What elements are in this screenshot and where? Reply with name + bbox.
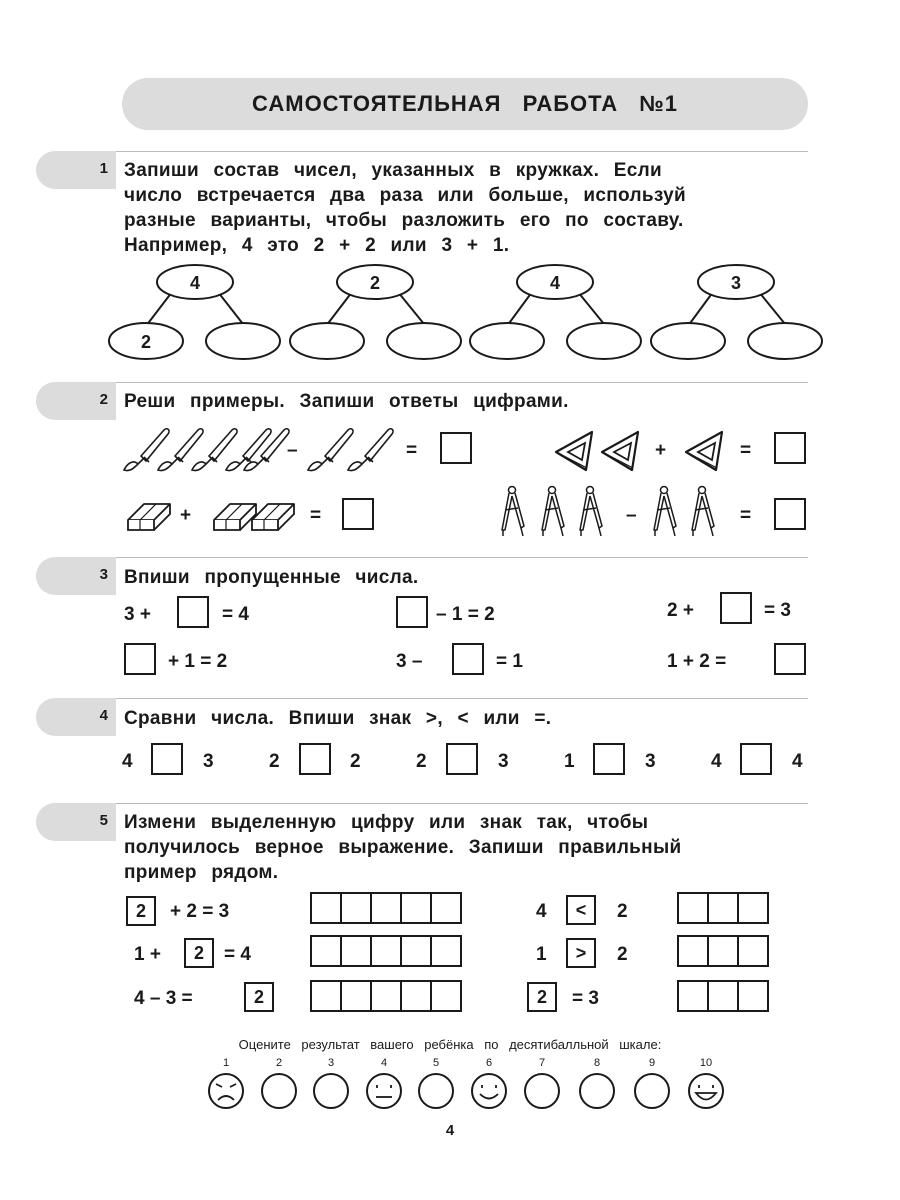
highlighted-sign: < [566, 895, 596, 925]
compass-icon [580, 487, 602, 537]
answer-cell[interactable] [370, 892, 402, 924]
eraser-icon [252, 504, 294, 530]
compare-left: 4 [122, 751, 133, 772]
rating-circle-10[interactable] [689, 1074, 723, 1108]
answer-cell[interactable] [370, 980, 402, 1012]
answer-grid[interactable] [677, 980, 771, 1012]
page-title: САМОСТОЯТЕЛЬНАЯ РАБОТА №1 [122, 78, 808, 130]
rating-number: 7 [538, 1057, 546, 1069]
task-1-line-2: число встречается два раза или больше, используй [124, 185, 686, 206]
task-3-expr-part: 1 + 2 = [667, 651, 727, 672]
compare-right: 3 [645, 751, 656, 772]
task-5-rule [116, 803, 808, 804]
compare-sign-box[interactable] [151, 743, 183, 775]
answer-cell[interactable] [707, 892, 739, 924]
task-5-line-3: пример рядом. [124, 862, 279, 883]
answer-cell[interactable] [340, 935, 372, 967]
tree-3-top-value: 4 [549, 273, 561, 293]
triangle-ruler-icon [556, 432, 592, 470]
answer-grid[interactable] [310, 892, 466, 924]
compare-left: 4 [711, 751, 722, 772]
task-5-expr-part: 4 – 3 = [134, 988, 193, 1009]
task-3-expr-part: 3 + [124, 604, 151, 625]
task-3-expr-part: = 1 [496, 651, 523, 672]
answer-cell[interactable] [707, 980, 739, 1012]
task-4-tab [36, 698, 116, 736]
task-5-expr-part: 2 [617, 944, 628, 965]
answer-cell[interactable] [340, 892, 372, 924]
task-5-line-2: получилось верное выражение. Запиши правильный [124, 837, 682, 858]
equals-sign: = [406, 440, 418, 461]
brush-group-1 [124, 429, 289, 471]
task-2-number: 2 [99, 391, 108, 408]
answer-box[interactable] [774, 498, 806, 530]
rating-circle-4[interactable] [367, 1074, 401, 1108]
answer-cell[interactable] [707, 935, 739, 967]
compass-icon [692, 487, 714, 537]
missing-number-box[interactable] [774, 643, 806, 675]
task-3-expr-part: = 4 [222, 604, 249, 625]
answer-cell[interactable] [677, 980, 709, 1012]
eraser-icon [214, 504, 256, 530]
answer-grid[interactable] [677, 935, 771, 967]
task-5-text [124, 810, 681, 885]
tree-1-top-value: 4 [189, 273, 201, 293]
rating-number: 4 [380, 1057, 388, 1069]
answer-cell[interactable] [737, 892, 769, 924]
highlighted-digit: 2 [527, 982, 557, 1012]
answer-grid[interactable] [677, 892, 771, 924]
brush-icon [308, 429, 353, 471]
compare-right: 4 [792, 751, 803, 772]
task-5-expr-part: = 3 [572, 988, 599, 1009]
answer-cell[interactable] [430, 892, 462, 924]
answer-grid[interactable] [310, 980, 466, 1012]
task-3-expr-part: 3 – [396, 651, 423, 672]
compass-icon [654, 487, 676, 537]
rating-circle-6[interactable] [472, 1074, 506, 1108]
task-4-number: 4 [99, 707, 108, 724]
page-number: 4 [445, 1122, 455, 1139]
answer-cell[interactable] [400, 980, 432, 1012]
eraser-icon [128, 504, 170, 530]
answer-cell[interactable] [677, 892, 709, 924]
compass-icon [542, 487, 564, 537]
rating-number: 1 [222, 1057, 230, 1069]
rating-number: 3 [327, 1057, 335, 1069]
rating-circle-7[interactable] [525, 1074, 559, 1108]
task-1-line-1: Запиши состав чисел, указанных в кружках. Если [124, 160, 662, 181]
rating-number: 9 [648, 1057, 656, 1069]
answer-cell[interactable] [370, 935, 402, 967]
answer-grid[interactable] [310, 935, 466, 967]
answer-cell[interactable] [430, 935, 462, 967]
rating-number: 6 [485, 1057, 493, 1069]
task-3-expr-part: + 1 = 2 [168, 651, 228, 672]
missing-number-box[interactable] [452, 643, 484, 675]
compare-left: 2 [416, 751, 427, 772]
task-5-expr-part: 1 [536, 944, 547, 965]
task-5-expr-part: 4 [536, 901, 547, 922]
answer-cell[interactable] [737, 980, 769, 1012]
highlighted-sign: > [566, 938, 596, 968]
brush-icon [348, 429, 393, 471]
rating-circle-2[interactable] [262, 1074, 296, 1108]
minus-sign: – [287, 440, 298, 461]
task-5-line-1: Измени выделенную цифру или знак так, чтобы [124, 812, 649, 833]
rating-circle-8[interactable] [580, 1074, 614, 1108]
tree-1-left-value: 2 [140, 332, 152, 352]
rating-number: 10 [699, 1057, 713, 1069]
answer-cell[interactable] [400, 935, 432, 967]
task-1-number: 1 [99, 160, 108, 177]
task-5-expr-part: = 4 [224, 944, 251, 965]
minus-sign: – [626, 505, 637, 526]
tree-2-top-value: 2 [369, 273, 381, 293]
equals-sign: = [310, 505, 322, 526]
compare-right: 3 [203, 751, 214, 772]
compare-left: 1 [564, 751, 575, 772]
compare-sign-box[interactable] [593, 743, 625, 775]
task-5-expr-part: 1 + [134, 944, 161, 965]
rating-number: 2 [275, 1057, 283, 1069]
equals-sign: = [740, 440, 752, 461]
task-5-expr-part: + 2 = 3 [170, 901, 230, 922]
compare-sign-box[interactable] [446, 743, 478, 775]
compare-sign-box[interactable] [740, 743, 772, 775]
task-3-number: 3 [99, 566, 108, 583]
answer-box[interactable] [342, 498, 374, 530]
missing-number-box[interactable] [720, 592, 752, 624]
answer-box[interactable] [440, 432, 472, 464]
answer-cell[interactable] [677, 935, 709, 967]
task-3-text: Впиши пропущенные числа. [124, 567, 419, 588]
brush-group-2 [308, 429, 393, 471]
plus-sign: + [655, 440, 667, 461]
task-3-expr-part: = 3 [764, 600, 791, 621]
rating-label: Оцените результат вашего ребёнка по десятибалльной шкале: [238, 1037, 662, 1052]
compare-right: 3 [498, 751, 509, 772]
answer-cell[interactable] [310, 935, 342, 967]
triangle-ruler-icon [602, 432, 638, 470]
answer-cell[interactable] [310, 892, 342, 924]
task-5-tab [36, 803, 116, 841]
rating-number: 8 [593, 1057, 601, 1069]
highlighted-digit: 2 [184, 938, 214, 968]
task-2-text: Реши примеры. Запиши ответы цифрами. [124, 391, 569, 412]
missing-number-box[interactable] [177, 596, 209, 628]
task-4-text: Сравни числа. Впиши знак >, < или =. [124, 708, 552, 729]
plus-sign: + [180, 505, 192, 526]
compass-icon [502, 487, 524, 537]
highlighted-digit: 2 [244, 982, 274, 1012]
task-1-line-4: Например, 4 это 2 + 2 или 3 + 1. [124, 235, 510, 256]
compare-right: 2 [350, 751, 361, 772]
task-1-line-3: разные варианты, чтобы разложить его по составу. [124, 210, 684, 231]
task-3-rule [116, 557, 808, 558]
answer-cell[interactable] [400, 892, 432, 924]
answer-box[interactable] [774, 432, 806, 464]
missing-number-box[interactable] [396, 596, 428, 628]
task-4-rule [116, 698, 808, 699]
triangle-ruler-icon [686, 432, 722, 470]
tree-4-top-value: 3 [730, 273, 742, 293]
rating-scale [0, 1050, 900, 1120]
rating-circle-3[interactable] [314, 1074, 348, 1108]
missing-number-box[interactable] [124, 643, 156, 675]
compare-left: 2 [269, 751, 280, 772]
answer-cell[interactable] [310, 980, 342, 1012]
rating-number: 5 [432, 1057, 440, 1069]
rating-circle-9[interactable] [635, 1074, 669, 1108]
task-5-number: 5 [99, 812, 108, 829]
task-5-expr-part: 2 [617, 901, 628, 922]
task-3-tab [36, 557, 116, 595]
compare-sign-box[interactable] [299, 743, 331, 775]
task-2-pictures [0, 0, 900, 560]
highlighted-digit: 2 [126, 896, 156, 926]
answer-cell[interactable] [340, 980, 372, 1012]
equals-sign: = [740, 505, 752, 526]
rating-circle-1[interactable] [209, 1074, 243, 1108]
answer-cell[interactable] [430, 980, 462, 1012]
answer-cell[interactable] [737, 935, 769, 967]
task-3-expr-part: 2 + [667, 600, 694, 621]
rating-circle-5[interactable] [419, 1074, 453, 1108]
task-3-expr-part: – 1 = 2 [436, 604, 495, 625]
